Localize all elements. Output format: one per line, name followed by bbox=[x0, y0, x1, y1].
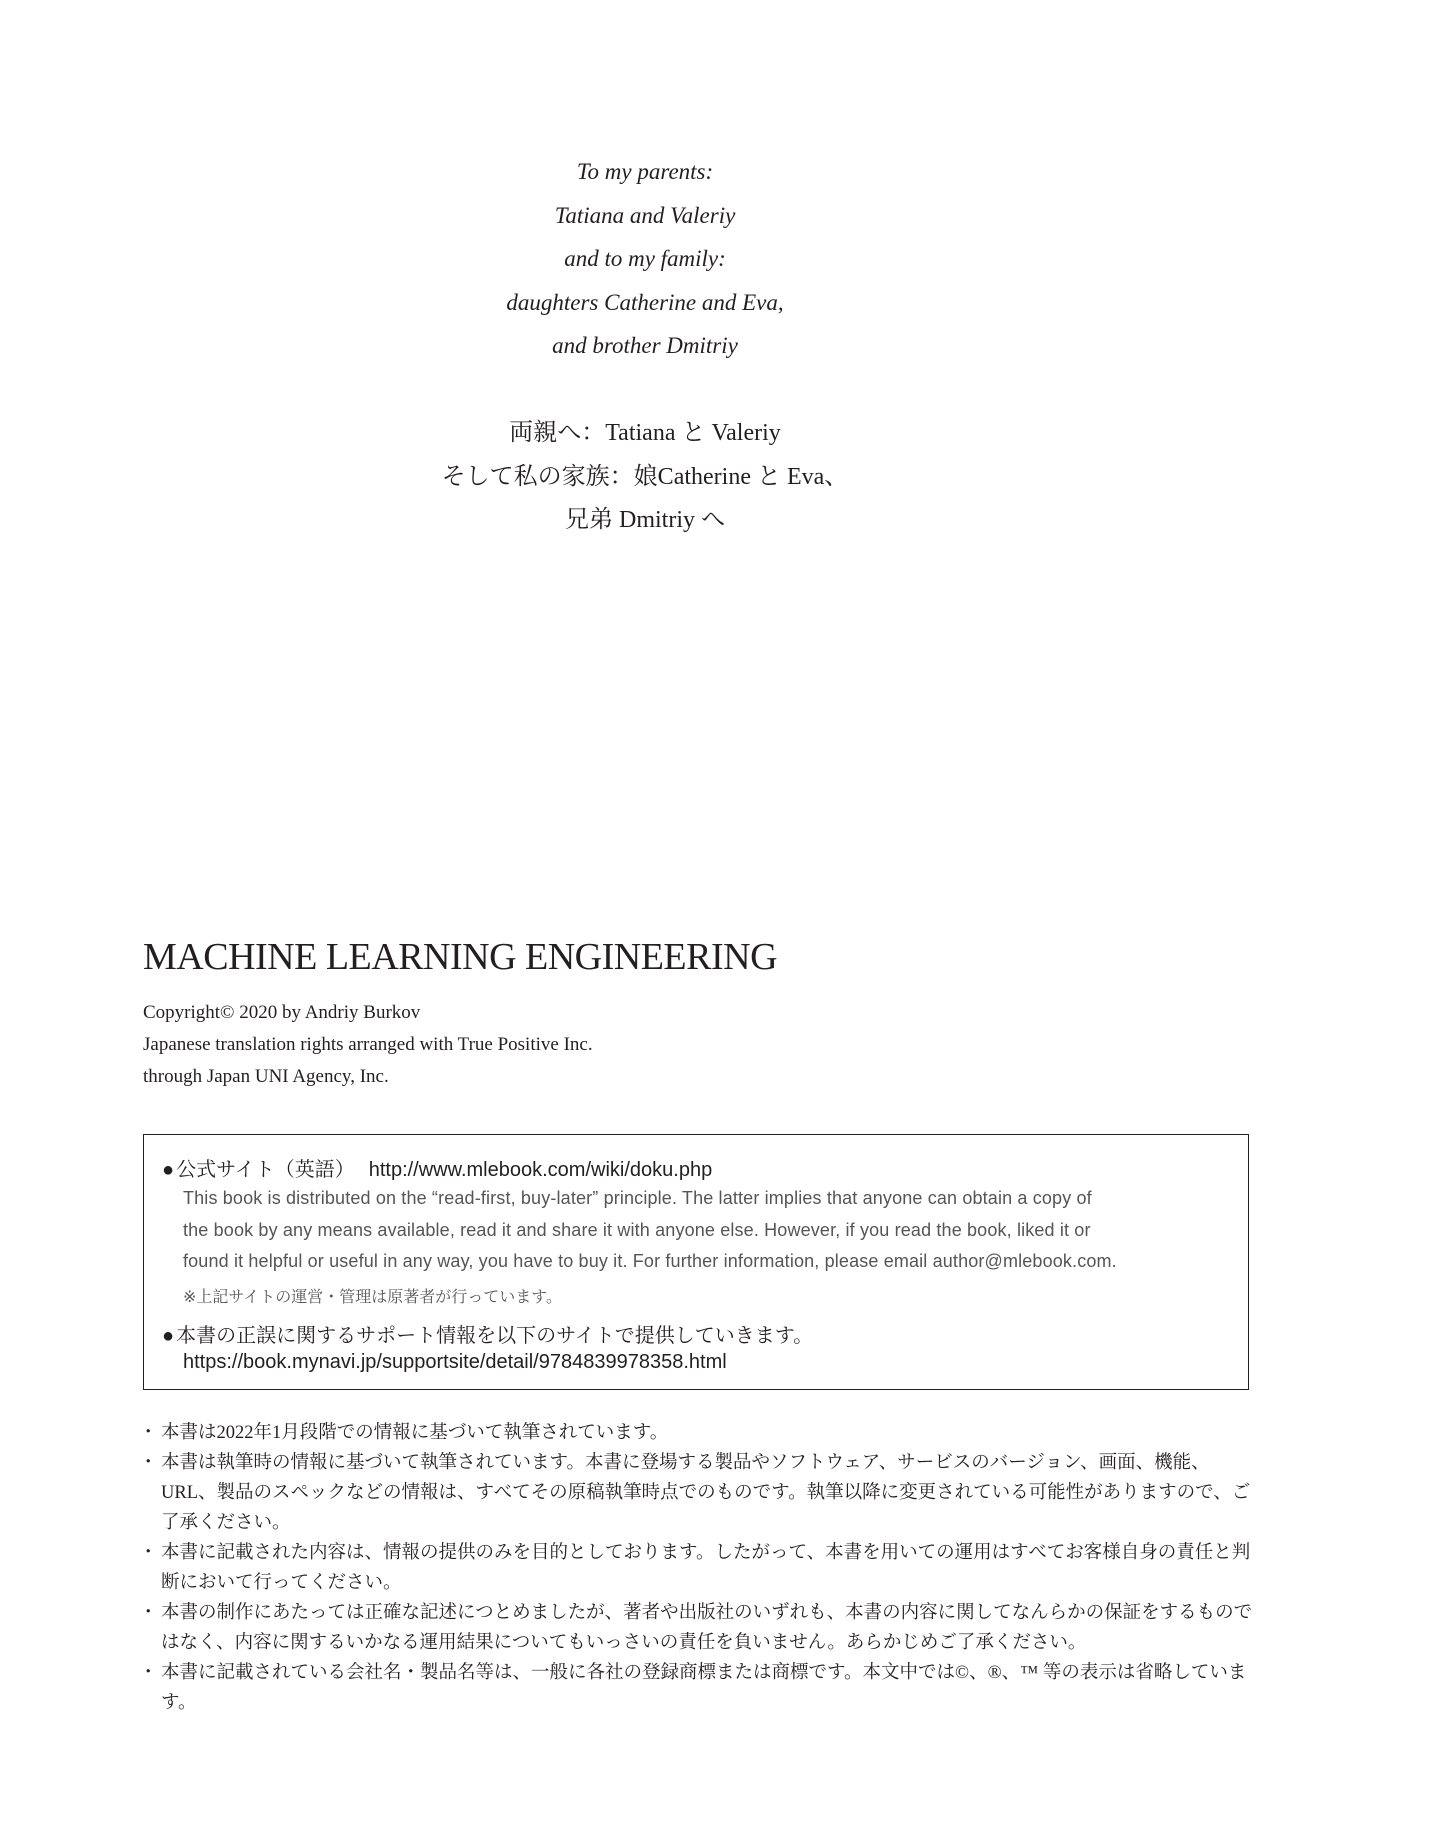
dedication-line: To my parents: bbox=[576, 159, 714, 184]
distribution-text-line: This book is distributed on the “read-first, buy-later” principle. The latter implies that anyone can obtain a copy of bbox=[183, 1188, 1092, 1208]
copyright-line: Copyright© 2020 by Andriy Burkov bbox=[143, 1002, 421, 1023]
bullet-icon: ● bbox=[162, 1159, 175, 1181]
official-site-link[interactable]: http://www.mlebook.com/wiki/doku.php bbox=[368, 1159, 713, 1181]
official-site-label: 公式サイト（英語） bbox=[176, 1159, 355, 1181]
distribution-text-line: found it helpful or useful in any way, you have to buy it. For further information, please email author@mlebook.com. bbox=[183, 1251, 1117, 1271]
dedication-ja-line: 両親へ：Tatiana と Valeriy bbox=[509, 420, 781, 446]
dedication-english bbox=[0, 150, 1290, 368]
support-heading bbox=[162, 1319, 813, 1348]
dedication-ja-line: そして私の家族：娘Catherine と Eva、 bbox=[441, 463, 849, 490]
support-label: 本書の正誤に関するサポート情報を以下のサイトで提供していきます。 bbox=[176, 1325, 814, 1347]
dedication-line: Tatiana and Valeriy bbox=[554, 202, 736, 228]
dedication-line: daughters Catherine and Eva, bbox=[506, 289, 784, 315]
disclaimer-note: ・ 本書に記載されている会社名・製品名等は、一般に各社の登録商標または商標です。本文中では©、®、™ 等の表示は省略しています。 bbox=[143, 1658, 1253, 1718]
disclaimer-note: ・ 本書の制作にあたっては正確な記述につとめましたが、著者や出版社のいずれも、本書の内容に関してなんらかの保証をするものではなく、内容に関するいかなる運用結果についてもいっさいの責任を負いません。あらかじめご了承ください。 bbox=[143, 1598, 1253, 1658]
official-site-heading bbox=[162, 1153, 712, 1182]
disclaimer-note: ・ 本書に記載された内容は、情報の提供のみを目的としております。したがって、本書を用いての運用はすべてお客様自身の責任と判断において行ってください。 bbox=[143, 1538, 1253, 1598]
bullet-icon: ● bbox=[162, 1325, 175, 1347]
dedication-ja-line: 兄弟 Dmitriy へ bbox=[565, 507, 725, 533]
dedication-line: and to my family: bbox=[564, 246, 726, 271]
info-box bbox=[143, 1134, 1249, 1390]
distribution-text-line: the book by any means available, read it and share it with anyone else. However, if you read the book, liked it or bbox=[183, 1220, 1091, 1240]
support-site-link[interactable]: https://book.mynavi.jp/supportsite/detail/9784839978358.html bbox=[183, 1351, 727, 1373]
disclaimer-notes bbox=[143, 1418, 1253, 1718]
copyright-line: through Japan UNI Agency, Inc. bbox=[143, 1066, 389, 1087]
dedication-line: and brother Dmitriy bbox=[552, 333, 738, 358]
book-title: MACHINE LEARNING ENGINEERING bbox=[143, 936, 778, 978]
dedication-japanese bbox=[0, 412, 1290, 543]
copyright-line: Japanese translation rights arranged with True Positive Inc. bbox=[143, 1034, 593, 1055]
disclaimer-note: ・ 本書は執筆時の情報に基づいて執筆されています。本書に登場する製品やソフトウェア、サービスのバージョン、画面、機能、URL、製品のスペックなどの情報は、すべてその原稿執筆時点でのものです。執筆以降に変更されている可能性がありますので、ご了承ください。 bbox=[143, 1448, 1253, 1538]
site-note: ※上記サイトの運営・管理は原著者が行っています。 bbox=[183, 1289, 563, 1306]
copyright-block bbox=[143, 997, 593, 1093]
disclaimer-note: ・ 本書は2022年1月段階での情報に基づいて執筆されています。 bbox=[143, 1418, 1253, 1448]
